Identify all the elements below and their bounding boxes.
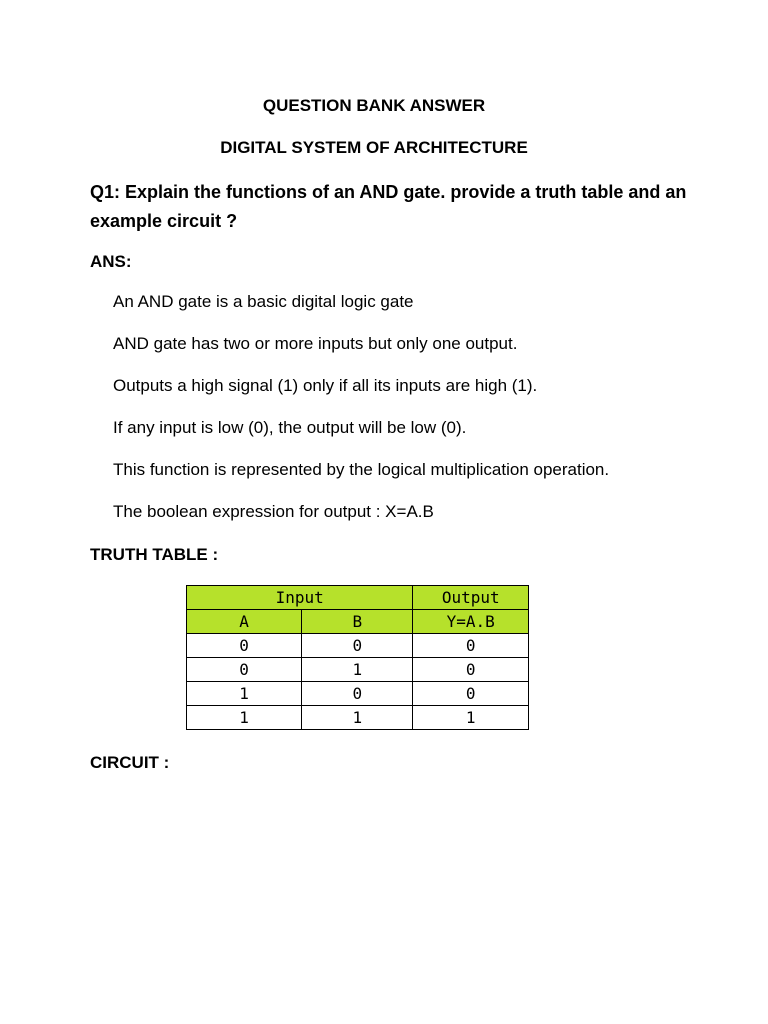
answer-point: Outputs a high signal (1) only if all its inputs are high (1). — [113, 376, 538, 395]
column-header-output: Y=A.B — [413, 610, 529, 634]
question-text: Q1: Explain the functions of an AND gate. provide a truth table and an example circuit ? — [90, 182, 687, 231]
input-group-header: Input — [187, 586, 413, 610]
table-row — [187, 634, 529, 658]
table-row — [187, 706, 529, 730]
column-header-b: B — [302, 610, 413, 634]
output-group-header: Output — [413, 586, 529, 610]
circuit-label: CIRCUIT : — [90, 753, 170, 772]
table-cell: 0 — [302, 682, 413, 706]
table-cell: 0 — [413, 682, 529, 706]
table-cell: 0 — [187, 634, 302, 658]
table-cell: 1 — [413, 706, 529, 730]
truth-table-label: TRUTH TABLE : — [90, 545, 219, 564]
page-subtitle: DIGITAL SYSTEM OF ARCHITECTURE — [220, 138, 528, 157]
answer-points — [113, 291, 733, 543]
answer-point: The boolean expression for output : X=A.B — [113, 502, 434, 521]
table-cell: 0 — [187, 658, 302, 682]
table-cell: 1 — [302, 706, 413, 730]
table-row — [187, 658, 529, 682]
table-row — [187, 682, 529, 706]
answer-point: An AND gate is a basic digital logic gate — [113, 292, 414, 311]
table-cell: 0 — [302, 634, 413, 658]
table-cell: 1 — [187, 706, 302, 730]
table-cell: 1 — [302, 658, 413, 682]
column-header-a: A — [187, 610, 302, 634]
table-cell: 0 — [413, 658, 529, 682]
answer-point: AND gate has two or more inputs but only one output. — [113, 334, 518, 353]
page-title: QUESTION BANK ANSWER — [262, 96, 486, 115]
table-cell: 1 — [187, 682, 302, 706]
truth-table-column-header-row — [187, 610, 529, 634]
truth-table-group-header-row — [187, 586, 529, 610]
answer-point: This function is represented by the logical multiplication operation. — [113, 460, 610, 479]
answer-point: If any input is low (0), the output will be low (0). — [113, 418, 467, 437]
truth-table — [186, 585, 529, 730]
answer-label: ANS: — [90, 252, 132, 271]
table-cell: 0 — [413, 634, 529, 658]
